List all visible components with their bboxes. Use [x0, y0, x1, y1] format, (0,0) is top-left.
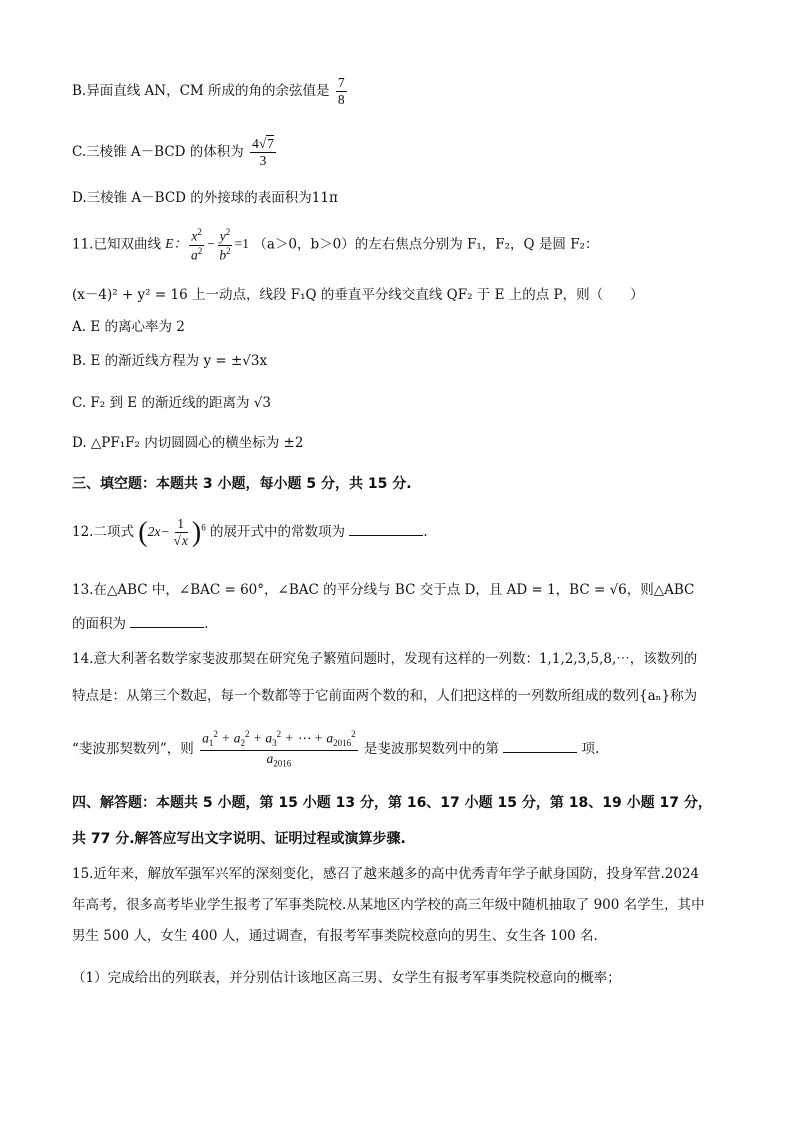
fraction-7-8: $\frac{7}{8}$: [337, 75, 345, 108]
q10-option-c: [72, 137, 278, 168]
q10-option-c-text: C.三棱锥 A－BCD 的体积为: [72, 144, 244, 161]
q14-line-2: 特点是：从第三个数起，每一个数都等于它前面两个数的和，人们把这样的一列数所组成的数列{aₙ}称为: [72, 688, 698, 704]
q11-line-2: (x－4)² + y² = 16 上一动点，线段 F₁Q 的垂直平分线交直线 QF₂ 于 E 上的点 P，则（ ）: [72, 287, 644, 303]
q11-line-1: [72, 228, 598, 262]
hyperbola-equation: E： $\frac{x^2}{a^2}$ − $\frac{y^2}{b^2}$ =1: [165, 227, 250, 263]
q10-option-b: [72, 76, 349, 107]
q13-line-2: 的面积为 .: [72, 616, 209, 632]
q14-intro: “斐波那契数列”，则: [72, 740, 194, 757]
q11-option-c: C. F₂ 到 E 的渐近线的距离为 √3: [72, 395, 271, 411]
q13-answer-blank[interactable]: [130, 615, 204, 628]
section-3-heading: 三、填空题：本题共 3 小题，每小题 5 分，共 15 分.: [72, 476, 412, 492]
q14-line-1: 14.意大利著名数学家斐波那契在研究兔子繁殖问题时，发现有这样的一列数：1,1,2,3,5,8,⋯，该数列的: [72, 651, 698, 667]
q15-line-2: 年高考，很多高考毕业学生报考了军事类院校.从某地区内学校的高三年级中随机抽取了 900 名学生，其中: [72, 897, 705, 913]
q11-intro: 11.已知双曲线: [72, 236, 161, 253]
q12-tail: 的展开式中的常数项为: [210, 523, 346, 540]
q12-intro: 12.二项式: [72, 523, 134, 540]
q15-line-1: 15.近年来，解放军强军兴军的深刻变化，感召了越来越多的高中优秀青年学子献身国防，投身军营.2024: [72, 866, 700, 882]
q11-intro-tail: （a＞0，b＞0）的左右焦点分别为 F₁，F₂，Q 是圆 F₂：: [253, 236, 599, 253]
fraction-4root7-3: $\frac{4√7}{3}$: [252, 136, 275, 169]
q11-option-b: B. E 的渐近线方程为 y = ±√3x: [72, 353, 268, 369]
q11-option-d: D. △PF₁F₂ 内切圆圆心的横坐标为 ±2: [72, 435, 304, 451]
q15-part-1: （1）完成给出的列联表，并分别估计该地区高三男、女学生有报考军事类院校意向的概率；: [72, 970, 621, 986]
fibonacci-ratio: $\frac{a_1^2 + a_2^2 + a_3^2 + \cdots + a_{2016}^2}{a_{2016}}$: [202, 729, 356, 769]
q12-answer-blank[interactable]: [349, 523, 423, 536]
q14-end: 项.: [581, 740, 600, 757]
q15-line-3: 男生 500 人，女生 400 人，通过调查，有报考军事类院校意向的男生、女生各 100 名.: [72, 928, 598, 944]
q14-answer-blank[interactable]: [503, 740, 577, 753]
section-4-heading-line-1: 四、解答题：本题共 5 小题，第 15 小题 13 分，第 16、17 小题 15 分，第 18、19 小题 17 分，: [72, 795, 712, 811]
q14-tail: 是斐波那契数列中的第: [363, 740, 499, 757]
q10-option-d: D.三棱锥 A－BCD 的外接球的表面积为11π: [72, 190, 338, 206]
binomial-expression: (2x− $\frac{1}{√x}$ )$^6$: [138, 516, 206, 549]
q11-option-a: A. E 的离心率为 2: [72, 319, 185, 335]
q13-line-1: 13.在△ABC 中，∠BAC = 60°，∠BAC 的平分线与 BC 交于点 D，且 AD = 1，BC = √6，则△ABC: [72, 582, 695, 598]
q13-tail: 的面积为: [72, 616, 126, 632]
section-4-heading-line-2: 共 77 分.解答应写出文字说明、证明过程或演算步骤.: [72, 831, 406, 847]
q14-line-3: [72, 730, 599, 769]
q12-line: 12.二项式 (2x− $\frac{1}{√x}$ )$^6$ 的展开式中的常数项为 .: [72, 516, 428, 549]
q10-option-b-text: B.异面直线 AN，CM 所成的角的余弦值是: [72, 83, 330, 100]
